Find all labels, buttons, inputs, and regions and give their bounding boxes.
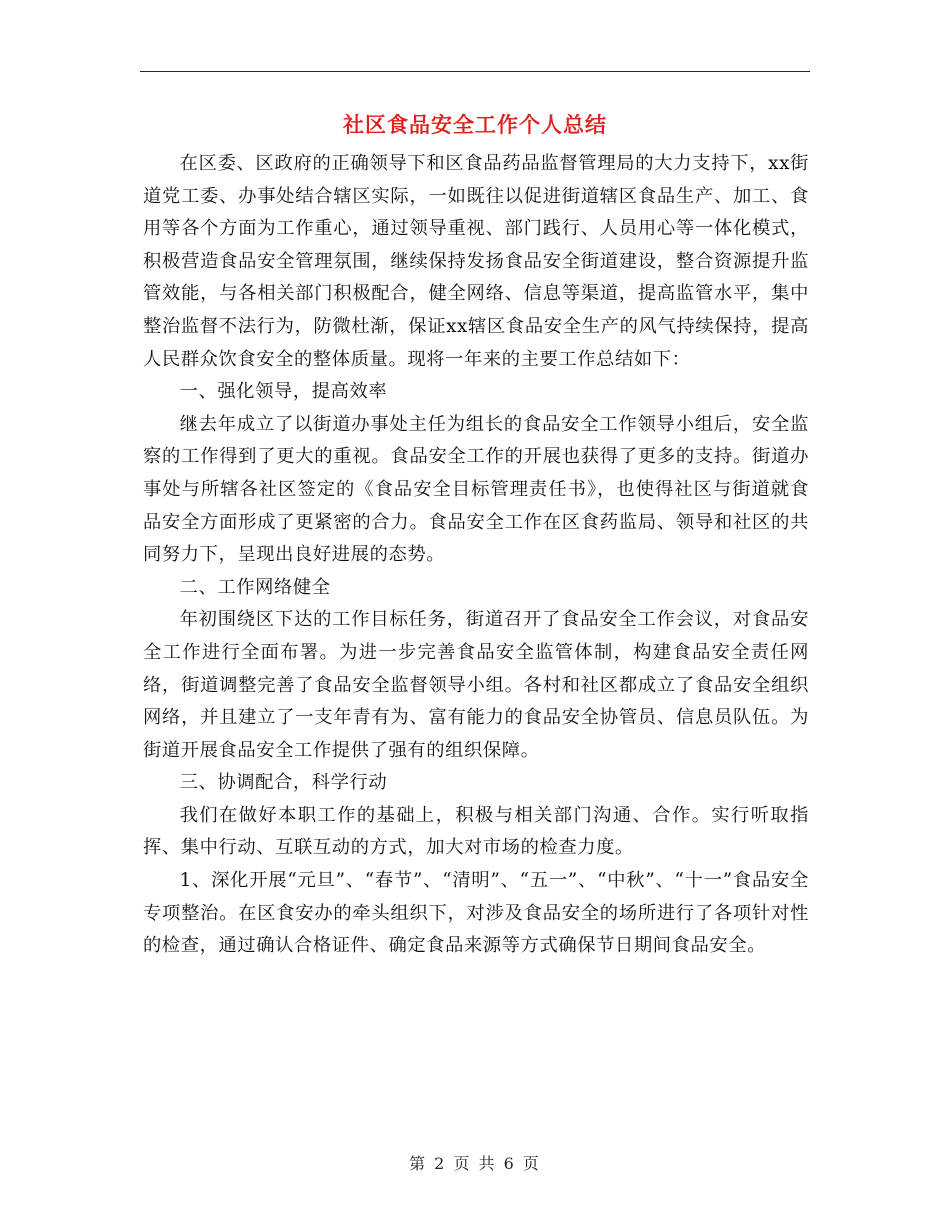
item-paragraph-1: 1、深化开展“元旦”、“春节”、“清明”、“五一”、“中秋”、“十一”食品安全专项整治。在区食安办的牵头组织下，对涉及食品安全的场所进行了各项针对性的检查，通过确认合格证件、确定食品来源等方式确保节日期间食品安全。 <box>143 870 809 957</box>
intro-paragraph: 在区委、区政府的正确领导下和区食品药品监督管理局的大力支持下，xx街道党工委、办事处结合辖区实际，一如既往以促进街道辖区食品生产、加工、食用等各个方面为工作重心，通过领导重视、部门践行、人员用心等一体化模式，积极营造食品安全管理氛围，继续保持发扬食品安全街道建设，整合资源提升监管效能，与各相关部门积极配合，健全网络、信息等渠道，提高监管水平，集中整治监督不法行为，防微杜渐，保证xx辖区食品安全生产的风气持续保持，提高人民群众饮食安全的整体质量。现将一年来的主要工作总结如下： <box>143 153 809 370</box>
header-rule <box>140 71 810 72</box>
section-heading-1: 一、强化领导，提高效率 <box>179 381 388 403</box>
document-body <box>143 148 809 963</box>
page-number: 第 2 页 共 6 页 <box>409 1154 541 1173</box>
section-paragraph-3: 我们在做好本职工作的基础上，积极与相关部门沟通、合作。实行听取指挥、集中行动、互联互动的方式，加大对市场的检查力度。 <box>143 804 809 859</box>
section-heading-2: 二、工作网络健全 <box>179 576 331 598</box>
section-paragraph-1: 继去年成立了以街道办事处主任为组长的食品安全工作领导小组后，安全监察的工作得到了更大的重视。食品安全工作的开展也获得了更多的支持。街道办事处与所辖各社区签定的《食品安全目标管理责任书》，也使得社区与街道就食品安全方面形成了更紧密的合力。食品安全工作在区食药监局、领导和社区的共同努力下，呈现出良好进展的态势。 <box>143 413 809 566</box>
section-heading-3: 三、协调配合，科学行动 <box>179 772 388 794</box>
section-paragraph-2: 年初围绕区下达的工作目标任务，街道召开了食品安全工作会议，对食品安全工作进行全面布署。为进一步完善食品安全监管体制，构建食品安全责任网络，街道调整完善了食品安全监督领导小组。各村和社区都成立了食品安全组织网络，并且建立了一支年青有为、富有能力的食品安全协管员、信息员队伍。为街道开展食品安全工作提供了强有的组织保障。 <box>143 609 809 761</box>
document-title: 社区食品安全工作个人总结 <box>343 112 607 137</box>
